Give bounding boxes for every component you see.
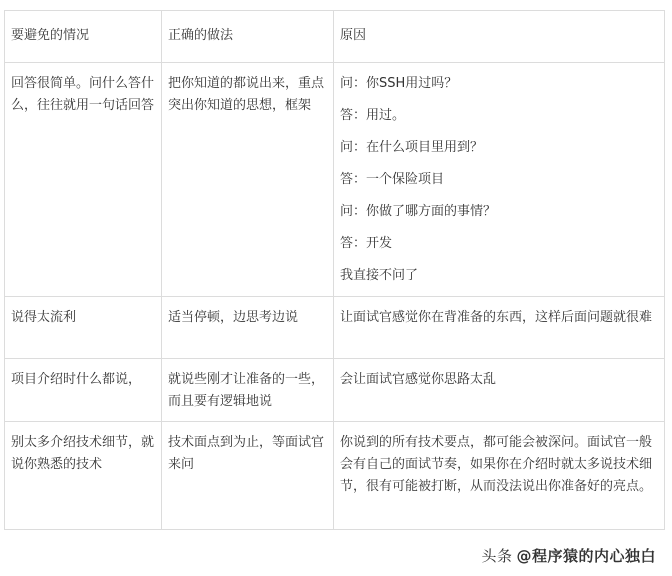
cell-situation xyxy=(5,359,162,422)
table-row xyxy=(5,297,665,359)
header-reason: 原因 xyxy=(334,11,665,63)
header-approach: 正确的做法 xyxy=(162,11,334,63)
reason-text: 你说到的所有技术要点，都可能会被深问。面试官一般会有自己的面试节奏，如果你在介绍时就太多说技术细节，很有可能被打断，从而没法说出你准备好的亮点。 xyxy=(340,435,653,494)
cell-situation xyxy=(5,422,162,530)
watermark-author: @程序猿的内心独白 xyxy=(516,547,656,565)
dialog-line: 问：你SSH用过吗？ xyxy=(340,76,458,91)
cell-reason xyxy=(334,63,665,297)
cell-situation xyxy=(5,63,162,297)
cell-approach xyxy=(162,63,334,297)
dialog-line: 我直接不问了 xyxy=(340,268,419,283)
cell-approach xyxy=(162,422,334,530)
cell-approach xyxy=(162,359,334,422)
dialog-line: 答：一个保险项目 xyxy=(340,172,445,187)
dialog-line: 答：用过。 xyxy=(340,108,406,123)
dialog-line: 答：开发 xyxy=(340,236,393,251)
cell-situation xyxy=(5,297,162,359)
watermark xyxy=(481,545,656,566)
cell-approach xyxy=(162,297,334,359)
reason-text: 让面试官感觉你在背准备的东西，这样后面问题就很难 xyxy=(340,310,653,325)
cell-reason xyxy=(334,297,665,359)
approach-text: 就说些刚才让准备的一些，而且要有逻辑地说 xyxy=(168,372,325,409)
dialog-line: 问：你做了哪方面的事情？ xyxy=(340,204,497,219)
table-row xyxy=(5,359,665,422)
dialog-line: 问：在什么项目里用到？ xyxy=(340,140,484,155)
table-row xyxy=(5,422,665,530)
approach-text: 技术面点到为止，等面试官来问 xyxy=(168,435,325,472)
cell-reason xyxy=(334,422,665,530)
watermark-brand: 头条 xyxy=(481,547,513,565)
situation-text: 项目介绍时什么都说， xyxy=(11,372,142,387)
approach-text: 适当停顿，边思考边说 xyxy=(168,310,299,325)
reason-text: 会让面试官感觉你思路太乱 xyxy=(340,372,497,387)
approach-text: 把你知道的都说出来，重点突出你知道的思想，框架 xyxy=(168,76,325,113)
interview-tips-table xyxy=(4,10,665,530)
cell-reason xyxy=(334,359,665,422)
situation-text: 回答很简单。问什么答什么，往往就用一句话回答 xyxy=(11,76,155,113)
header-situation: 要避免的情况 xyxy=(5,11,162,63)
comparison-table-container xyxy=(4,10,664,530)
situation-text: 别太多介绍技术细节，就说你熟悉的技术 xyxy=(11,435,155,472)
table-header-row xyxy=(5,11,665,63)
situation-text: 说得太流利 xyxy=(11,310,77,325)
table-row xyxy=(5,63,665,297)
